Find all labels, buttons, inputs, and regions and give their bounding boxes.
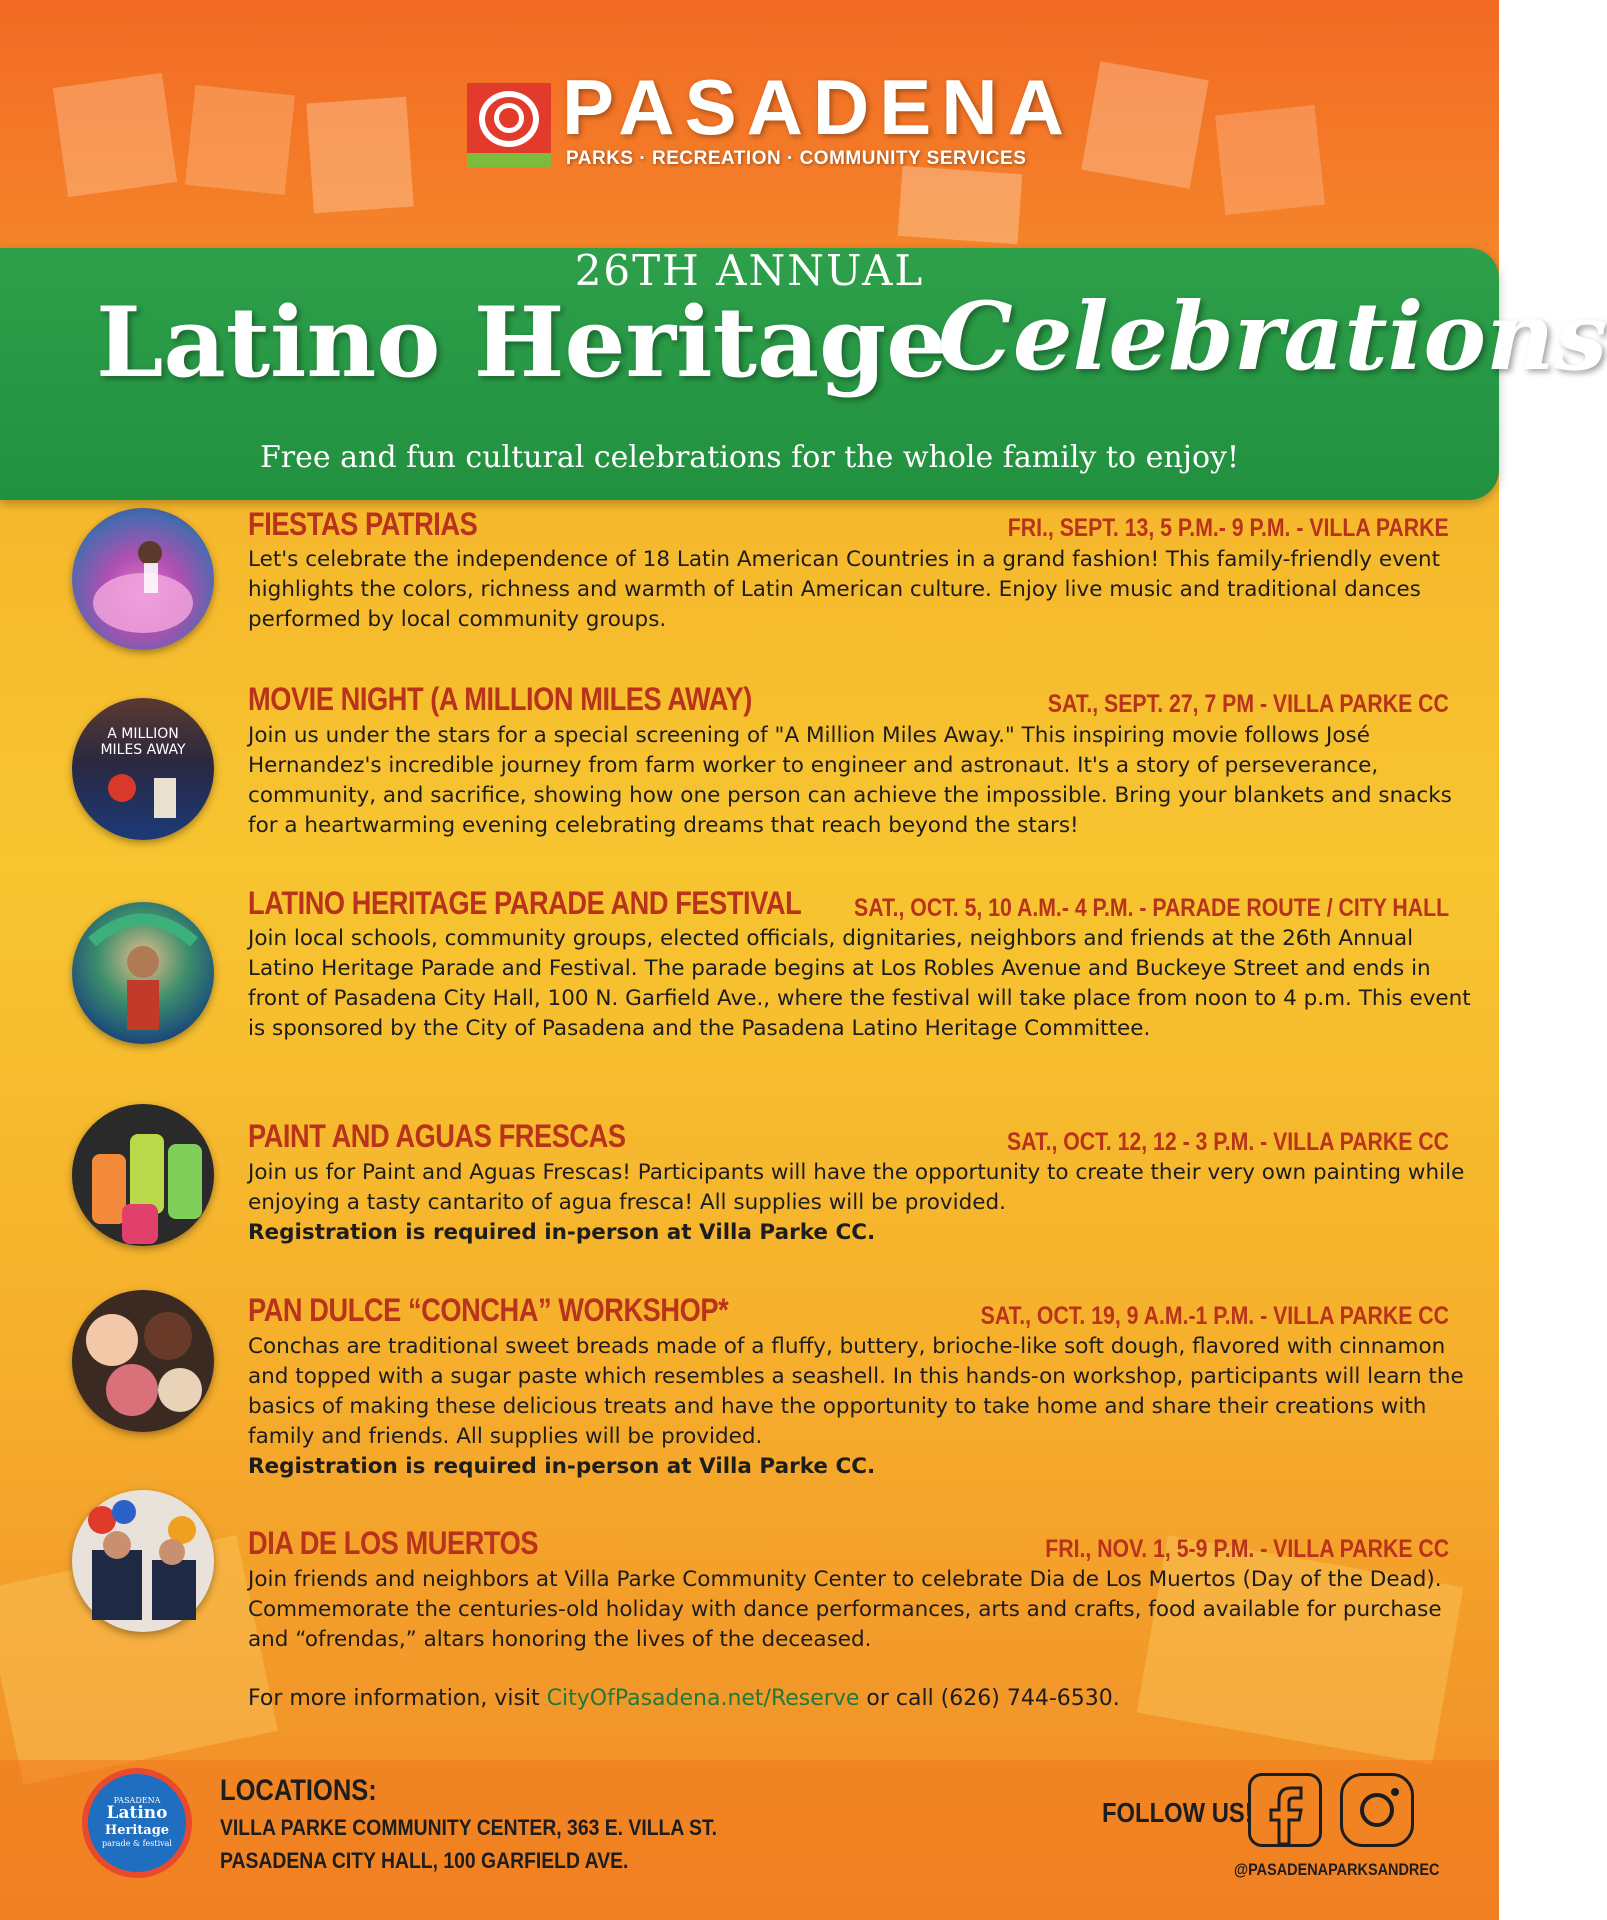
poster-title-2: MILES AWAY xyxy=(100,742,186,758)
papel-picado-decoration xyxy=(898,166,1023,244)
event-photo-conchas xyxy=(72,1290,214,1432)
event-description-text: Conchas are traditional sweet breads made of a fluffy, buttery, brioche-like soft dough, flavored with cinnamon and topped with a sugar paste which resembles a seashell. In this hands-on workshop, participants will learn the basics of making these delicious treats and have the opportunity to take home and share their creations with family and friends. All supplies will be provided. xyxy=(248,1334,1464,1449)
event-description xyxy=(248,1332,1478,1482)
facebook-glyph xyxy=(1251,1776,1319,1844)
event-description-text: Join friends and neighbors at Villa Parke Community Center to celebrate Dia de Los Muertos (Day of the Dead). Commemorate the centuries-old holiday with dance performances, arts and crafts, food available for purchase and “ofrendas,” altars honoring the lives of the deceased. xyxy=(248,1567,1442,1652)
event-description xyxy=(248,1158,1478,1248)
event-when: SAT., OCT. 19, 9 A.M.-1 P.M. - VILLA PARKE CC xyxy=(980,1302,1449,1330)
event-when: FRI., NOV. 1, 5-9 P.M. - VILLA PARKE CC xyxy=(1045,1535,1449,1563)
feather-headdress-icon xyxy=(72,902,214,1044)
event-when: FRI., SEPT. 13, 5 P.M.- 9 P.M. - VILLA PARKE xyxy=(1008,514,1449,542)
movie-poster-icon xyxy=(72,698,214,840)
reserve-link[interactable]: CityOfPasadena.net/Reserve xyxy=(546,1686,860,1711)
event-when: SAT., SEPT. 27, 7 PM - VILLA PARKE CC xyxy=(1047,690,1449,718)
event-description-text: Join us for Paint and Aguas Frescas! Participants will have the opportunity to create their very own painting while enjoying a tasty cantarito of agua fresca! All supplies will be provided. xyxy=(248,1160,1465,1215)
event-photo-aztec-dancer xyxy=(72,902,214,1044)
event-photo-aguas-frescas xyxy=(72,1104,214,1246)
event-photo-dancer xyxy=(72,508,214,650)
brand-name: PASADENA xyxy=(562,63,1074,151)
registration-note: Registration is required in-person at Villa Parke CC. xyxy=(248,1454,876,1479)
event-title: PAINT AND AGUAS FRESCAS xyxy=(248,1118,626,1154)
drink-jars-icon xyxy=(72,1104,214,1246)
latino-heritage-logo xyxy=(82,1768,192,1878)
logo-main-text-2: Heritage xyxy=(104,1823,170,1838)
event-photo-dia-de-los-muertos xyxy=(72,1490,214,1632)
event-title: LATINO HERITAGE PARADE AND FESTIVAL xyxy=(248,885,802,921)
dancer-icon xyxy=(72,508,214,650)
papel-picado-decoration xyxy=(306,97,413,214)
location-villa-parke: VILLA PARKE COMMUNITY CENTER, 363 E. VILLA ST. xyxy=(220,1815,717,1840)
event-photo-movie-poster xyxy=(72,698,214,840)
event-description xyxy=(248,924,1478,1044)
logo-top-text: PASADENA xyxy=(113,1796,161,1805)
annual-label: 26TH ANNUAL xyxy=(574,246,925,295)
pasadena-logo xyxy=(467,83,551,167)
instagram-icon[interactable] xyxy=(1340,1773,1414,1847)
more-info-prefix: For more information, visit xyxy=(248,1686,547,1711)
concha-bread-icon xyxy=(72,1290,214,1432)
event-description xyxy=(248,1565,1478,1655)
page-title-script: Celebrations xyxy=(938,282,1607,392)
event-when: SAT., OCT. 5, 10 A.M.- 4 P.M. - PARADE ROUTE / CITY HALL xyxy=(853,894,1449,922)
logo-main-text: Latino xyxy=(106,1803,168,1823)
event-when: SAT., OCT. 12, 12 - 3 P.M. - VILLA PARKE CC xyxy=(1006,1128,1449,1156)
event-description xyxy=(248,721,1478,841)
event-title: DIA DE LOS MUERTOS xyxy=(248,1525,539,1561)
papel-picado-decoration xyxy=(185,85,295,195)
brand-subtitle: PARKS · RECREATION · COMMUNITY SERVICES xyxy=(566,148,1027,169)
follow-us-label: FOLLOW US! xyxy=(1102,1797,1253,1828)
papel-picado-decoration xyxy=(53,73,177,197)
poster-title-1: A MILLION xyxy=(107,726,179,742)
locations-heading: LOCATIONS: xyxy=(220,1774,377,1807)
page-title: Latino Heritage xyxy=(96,286,948,399)
papel-picado-decoration xyxy=(1215,105,1325,215)
rose-inner-icon xyxy=(494,103,524,133)
registration-note: Registration is required in-person at Villa Parke CC. xyxy=(248,1220,876,1245)
papel-picado-decoration xyxy=(1081,61,1208,188)
more-info-line xyxy=(248,1686,1120,1711)
event-description-text: Join us under the stars for a special screening of "A Million Miles Away." This inspiring movie follows José Hernandez's incredible journey from farm worker to engineer and astronaut. It's a story of perseverance, community, and sacrifice, showing how one person can achieve the impossible. Bring your blankets and snacks for a heartwarming evening celebrating dreams that reach beyond the stars! xyxy=(248,723,1452,838)
more-info-suffix: or call (626) 744-6530. xyxy=(859,1686,1120,1711)
event-description-text: Join local schools, community groups, elected officials, dignitaries, neighbors and friends at the 26th Annual Latino Heritage Parade and Festival. The parade begins at Los Robles Avenue and Buckeye Street and ends in front of Pasadena City Hall, 100 N. Garfield Ave., where the festival will take place from noon to 4 p.m. This event is sponsored by the City of Pasadena and the Pasadena Latino Heritage Committee. xyxy=(248,926,1471,1041)
flower-crown-icon xyxy=(72,1490,214,1632)
event-description-text: Let's celebrate the independence of 18 Latin American Countries in a grand fashion! This family-friendly event highlights the colors, richness and warmth of Latin American culture. Enjoy live music and traditional dances performed by local community groups. xyxy=(248,547,1441,632)
location-city-hall: PASADENA CITY HALL, 100 GARFIELD AVE. xyxy=(220,1848,629,1873)
event-title: FIESTAS PATRIAS xyxy=(248,506,478,542)
social-handle: @PASADENAPARKSANDREC xyxy=(1234,1860,1440,1879)
facebook-icon[interactable] xyxy=(1248,1773,1322,1847)
logo-bottom-text: parade & festival xyxy=(102,1839,172,1848)
event-description xyxy=(248,545,1478,635)
instagram-glyph xyxy=(1343,1776,1411,1844)
event-title: MOVIE NIGHT (A MILLION MILES AWAY) xyxy=(248,681,752,717)
tagline: Free and fun cultural celebrations for the whole family to enjoy! xyxy=(259,440,1240,475)
event-title: PAN DULCE “CONCHA” WORKSHOP* xyxy=(248,1292,729,1328)
